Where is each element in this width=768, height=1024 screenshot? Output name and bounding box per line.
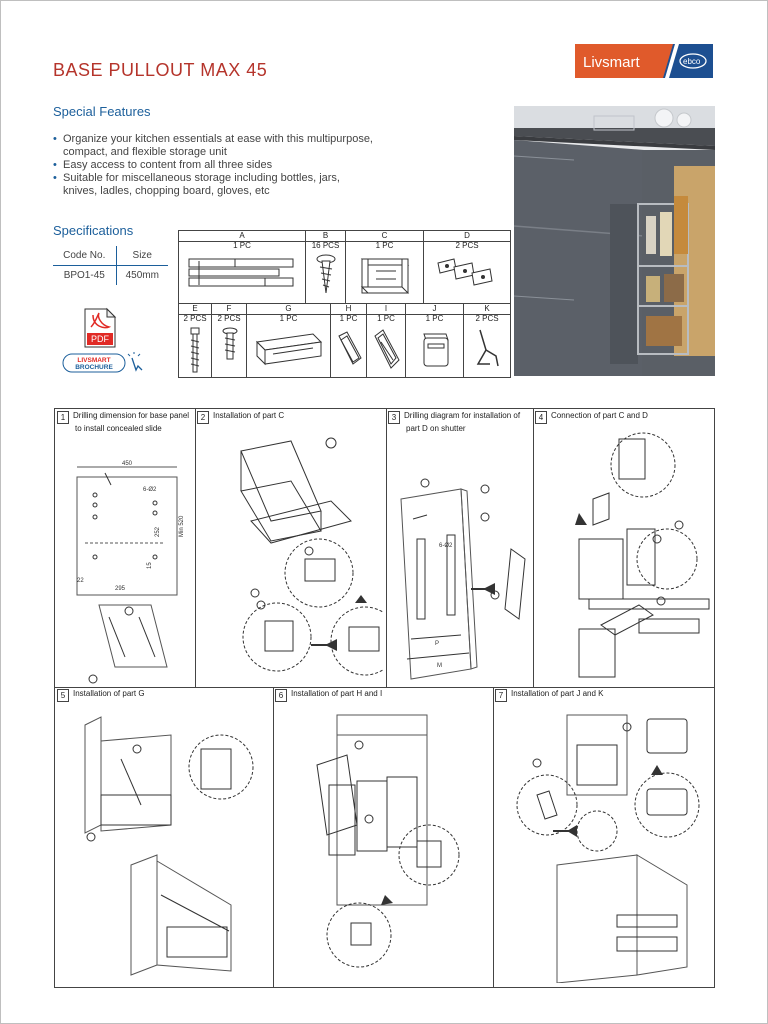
part-letter: D: [424, 231, 510, 242]
step-2-diagram: [201, 431, 383, 685]
special-features-heading: Special Features: [53, 104, 151, 119]
pdf-label: PDF: [91, 334, 109, 344]
part-letter: A: [179, 231, 305, 242]
part-cell-a: [179, 231, 306, 303]
svg-text:M: M: [437, 663, 442, 669]
svg-text:22: 22: [77, 578, 84, 584]
part-cell-e: [179, 304, 212, 377]
part-cell-c: [346, 231, 424, 303]
part-qty: 2 PCS: [217, 314, 241, 323]
svg-text:6-Ø2: 6-Ø2: [439, 543, 453, 549]
connector-bracket-icon: [434, 253, 500, 297]
part-qty: 2 PCS: [455, 241, 479, 250]
step-4-diagram: [539, 429, 711, 685]
feature-item: • Easy access to content from all three sides: [53, 159, 273, 171]
part-qty: 2 PCS: [183, 314, 207, 323]
step-1-diagram: [65, 457, 191, 685]
hook-clip-icon: [472, 326, 502, 372]
svg-text:295: 295: [115, 586, 126, 592]
part-qty: 1 PC: [233, 241, 251, 250]
table-header-cell: Code No.: [53, 246, 116, 266]
part-cell-j: [406, 304, 464, 377]
svg-text:450: 450: [121, 461, 133, 467]
slide-rail-icon: [185, 255, 299, 295]
part-qty: 2 PCS: [475, 314, 499, 323]
svg-text:P: P: [435, 641, 440, 647]
product-photo: [514, 106, 715, 376]
logo-subbrand-text: ebco: [683, 57, 701, 66]
part-qty: 1 PC: [425, 314, 444, 323]
step-6-title: 6 Installation of part H and I: [275, 689, 489, 702]
part-letter: I: [367, 304, 405, 315]
svg-text:6-Ø2: 6-Ø2: [143, 487, 157, 493]
step-1-title: 1 Drilling dimension for base panel to install concealed slide: [57, 411, 193, 434]
long-screw-icon: [185, 326, 205, 374]
step-5-diagram: [61, 705, 269, 983]
step-2-title: 2 Installation of part C: [197, 411, 383, 424]
part-letter: J: [406, 304, 463, 315]
parts-grid: [178, 230, 511, 378]
part-cell-g: [247, 304, 331, 377]
part-qty: 1 PC: [279, 314, 298, 323]
step-7-title: 7 Installation of part J and K: [495, 689, 709, 702]
step-5-title: 5 Installation of part G: [57, 689, 271, 702]
part-cell-k: [464, 304, 510, 377]
part-cell-b: [306, 231, 346, 303]
brochure-line-1: LIVSMART: [77, 357, 111, 364]
page-title: BASE PULLOUT MAX 45: [53, 60, 268, 80]
pdf-icon[interactable]: [83, 307, 117, 349]
table-cell: 450mm: [125, 270, 159, 281]
svg-text:15: 15: [147, 562, 153, 569]
table-row: [53, 266, 168, 286]
livsmart-brochure-button[interactable]: [62, 352, 148, 374]
bin-container-icon: [420, 328, 452, 370]
step-3-diagram: [391, 439, 531, 685]
step-4-title: 4 Connection of part C and D: [535, 411, 711, 424]
svg-text:Min 520: Min 520: [179, 515, 185, 537]
small-basket-icon: [335, 328, 363, 370]
table-cell: BPO1-45: [53, 266, 116, 286]
screw-icon: [314, 253, 338, 297]
part-cell-d: [424, 231, 510, 303]
brochure-line-2: BROCHURE: [75, 364, 113, 371]
feature-item: • Organize your kitchen essentials at ease with this multipurpose, compact, and flexible storage unit: [53, 133, 373, 158]
feature-item: • Suitable for miscellaneous storage including bottles, jars, knives, ladles, chopping board, gloves, etc: [53, 172, 340, 197]
table-header-cell: Size: [116, 246, 168, 266]
part-cell-h: [331, 304, 367, 377]
knife-holder-icon: [371, 326, 403, 372]
part-letter: B: [306, 231, 345, 242]
part-letter: C: [346, 231, 423, 242]
part-cell-f: [212, 304, 247, 377]
part-letter: K: [464, 304, 510, 315]
part-qty: 1 PC: [377, 314, 395, 323]
part-qty: 16 PCS: [311, 241, 340, 250]
part-qty: 1 PC: [375, 241, 394, 250]
logo-brand-text: Livsmart: [583, 54, 640, 71]
specifications-heading: Specifications: [53, 223, 134, 238]
installation-instructions: [54, 408, 715, 988]
step-6-diagram: [277, 705, 489, 983]
brand-logo: [575, 44, 713, 78]
table-header-row: [53, 246, 168, 266]
svg-text:252: 252: [155, 526, 161, 537]
specifications-table: [53, 246, 168, 285]
tray-frame-icon: [253, 328, 325, 368]
short-screw-icon: [220, 326, 240, 366]
step-7-diagram: [497, 705, 711, 983]
features-list: [53, 133, 373, 198]
part-letter: H: [331, 304, 366, 315]
part-letter: E: [179, 304, 211, 315]
part-qty: 1 PC: [339, 314, 358, 323]
step-3-title: 3 Drilling diagram for installation of part D on shutter: [388, 411, 532, 434]
part-cell-i: [367, 304, 406, 377]
part-letter: F: [212, 304, 246, 315]
frame-bracket-icon: [356, 253, 414, 299]
part-letter: G: [247, 304, 330, 315]
